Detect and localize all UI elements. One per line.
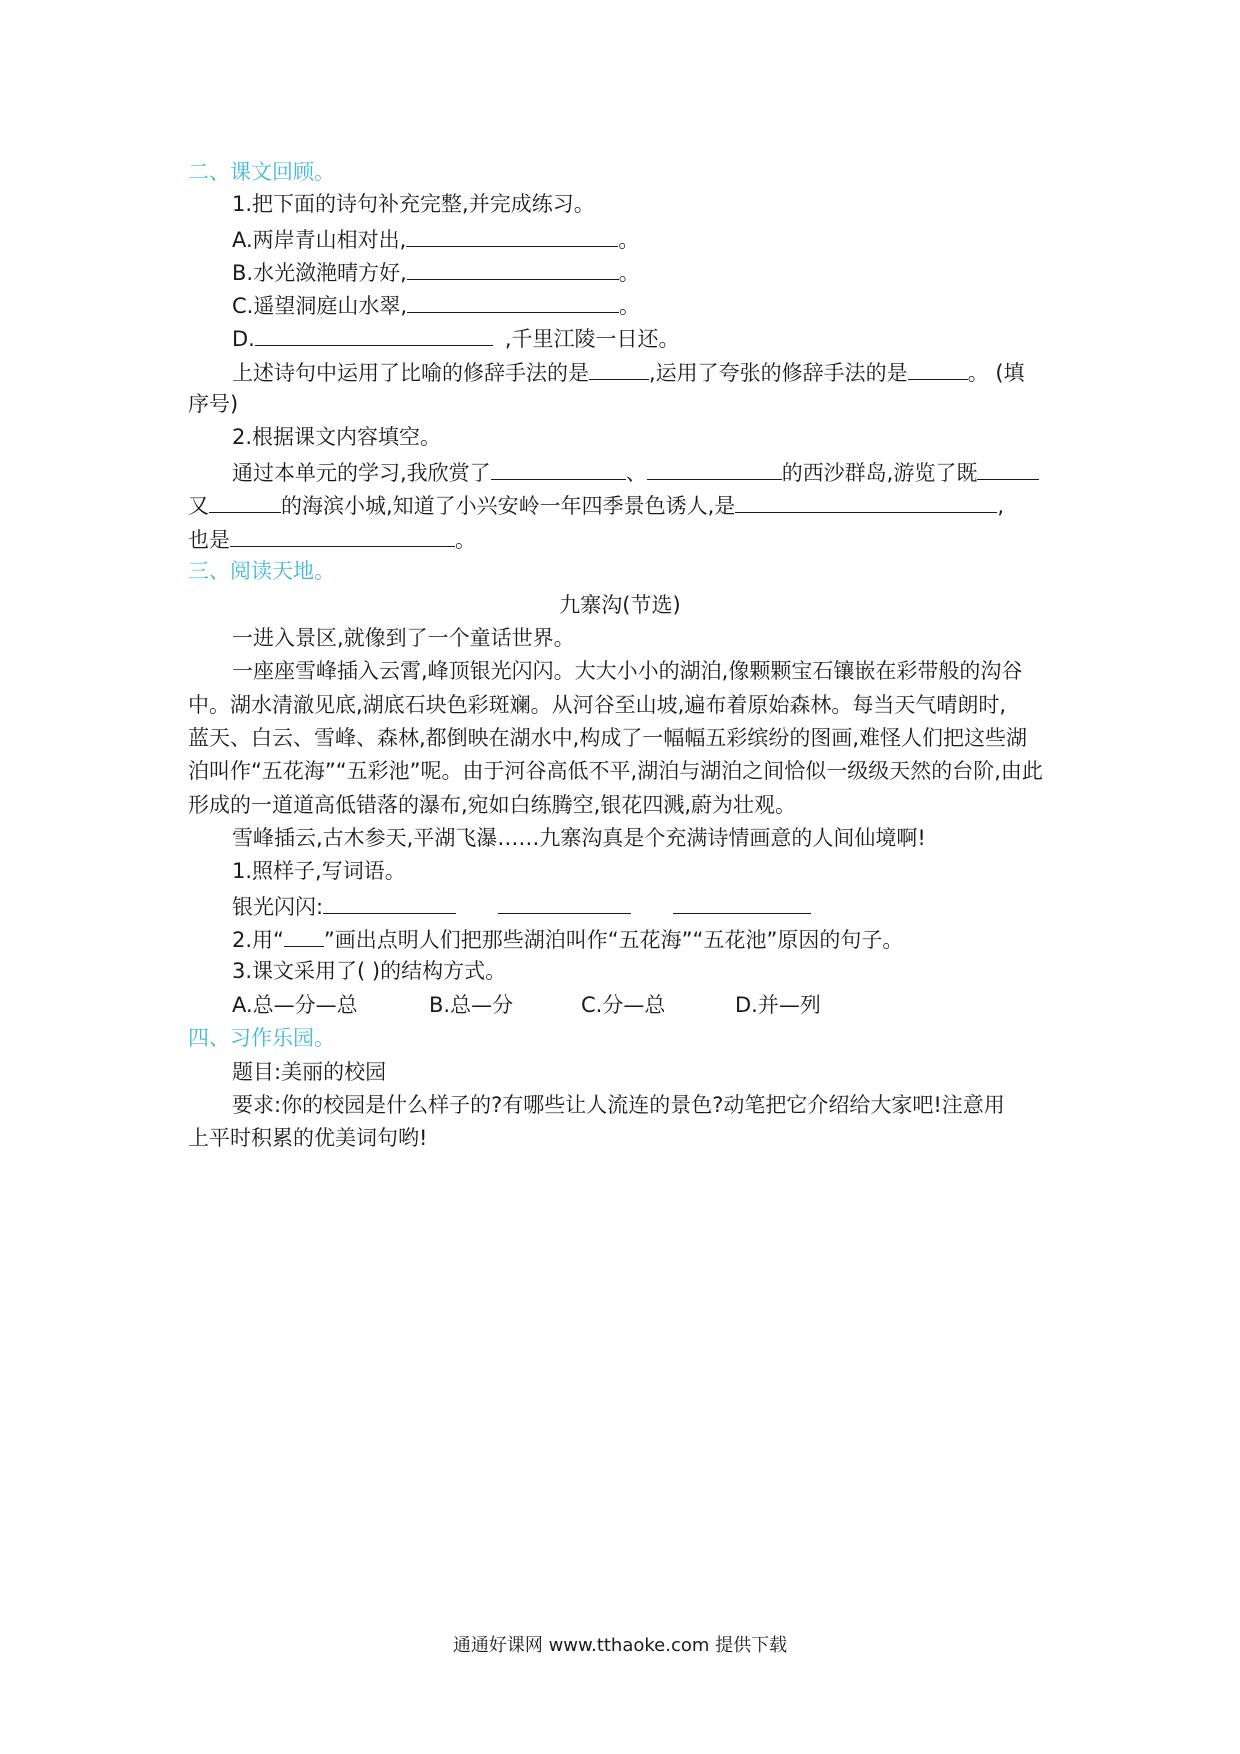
q2-text-a: 2.用“ [232, 928, 284, 952]
fill-1b: 、 [625, 461, 647, 485]
poem-d-blank[interactable] [255, 323, 493, 346]
fill-blank-1[interactable] [491, 457, 626, 480]
exaggeration-blank[interactable] [908, 357, 968, 380]
fill-blank-5[interactable] [735, 490, 997, 513]
reading-question-2 [232, 924, 903, 954]
q2-text-b: ”画出点明人们把那些湖泊叫作“五花海”“五花池”原因的句子。 [323, 928, 904, 952]
reading-paragraph-1: 一进入景区,就像到了一个童话世界。 [232, 626, 575, 650]
section-heading-review: 二、课文回顾。 [188, 160, 335, 184]
fill-line-2 [188, 490, 1004, 520]
poem-d-suffix: ,千里江陵一日还。 [504, 327, 680, 351]
fill-line-3 [188, 524, 476, 554]
word-blank-1[interactable] [323, 891, 456, 914]
underline-sample [284, 924, 324, 947]
reading-question-1: 1.照样子,写词语。 [232, 859, 406, 883]
fill-2b: 的海滨小城,知道了小兴安岭一年四季景色诱人,是 [281, 494, 736, 518]
word-example-line [232, 891, 811, 921]
reading-paragraph-2-line-3: 蓝天、白云、雪峰、森林,都倒映在湖水中,构成了一幅幅五彩缤纷的图画,难怪人们把这些湖 [188, 726, 1028, 750]
fill-2a: 又 [188, 494, 209, 518]
poem-a-blank[interactable] [406, 224, 618, 247]
fill-blank-4[interactable] [209, 490, 281, 513]
reading-paragraph-2-line-4: 泊叫作“五花海”“五彩池”呢。由于河谷高低不平,湖泊与湖泊之间恰似一级级天然的台阶,由此 [188, 759, 1043, 783]
poem-b-blank[interactable] [407, 257, 619, 280]
fill-3b: 。 [455, 528, 476, 552]
poem-c-text: C.遥望洞庭山水翠, [232, 294, 408, 318]
poem-c-blank[interactable] [407, 290, 619, 313]
rhetoric-question-cont: 序号) [188, 392, 239, 416]
fill-1a: 通过本单元的学习,我欣赏了 [232, 461, 491, 485]
reading-paragraph-2-line-2: 中。湖水清澈见底,湖底石块色彩斑斓。从河谷至山坡,遍布着原始森林。每当天气晴朗时, [188, 693, 1007, 717]
poem-line-a [232, 224, 639, 254]
poem-line-c [232, 290, 640, 320]
fill-1c: 的西沙群岛,游览了既 [781, 461, 978, 485]
download-footer: 通通好课网 www.tthaoke.com 提供下载 [452, 1635, 788, 1656]
fill-blank-3[interactable] [977, 457, 1039, 480]
fill-2c: , [997, 494, 1005, 518]
choice-b[interactable]: B.总—分 [429, 993, 514, 1017]
rhetoric-text-1: 上述诗句中运用了比喻的修辞手法的是 [232, 361, 589, 385]
poem-c-period: 。 [619, 294, 641, 318]
rhetoric-text-2: ,运用了夸张的修辞手法的是 [649, 361, 908, 385]
word-blank-3[interactable] [673, 891, 811, 914]
fill-blank-6[interactable] [230, 524, 455, 547]
fill-3a: 也是 [188, 528, 230, 552]
choice-d[interactable]: D.并—列 [735, 993, 821, 1017]
rhetoric-question [232, 357, 1025, 387]
writing-requirement-line-1: 要求:你的校园是什么样子的?有哪些让人流连的景色?动笔把它介绍给大家吧!注意用 [232, 1093, 1005, 1117]
poem-b-text: B.水光潋滟晴方好, [232, 261, 407, 285]
poem-d-prefix: D. [232, 327, 255, 351]
writing-topic: 题目:美丽的校园 [232, 1060, 387, 1084]
section-heading-writing: 四、习作乐园。 [188, 1026, 335, 1050]
structure-choices [232, 991, 821, 1019]
choice-c[interactable]: C.分—总 [581, 993, 666, 1017]
fill-blank-2[interactable] [647, 457, 782, 480]
question-1-prompt: 1.把下面的诗句补充完整,并完成练习。 [232, 192, 595, 216]
rhetoric-text-3: 。 (填 [967, 361, 1025, 385]
reading-question-3: 3.课文采用了( )的结构方式。 [232, 959, 507, 983]
poem-b-period: 。 [618, 261, 640, 285]
poem-line-b [232, 257, 640, 287]
fill-line-1 [232, 457, 1039, 487]
metaphor-blank[interactable] [589, 357, 649, 380]
question-2-prompt: 2.根据课文内容填空。 [232, 425, 442, 449]
word-example-label: 银光闪闪: [232, 895, 324, 919]
writing-requirement-line-2: 上平时积累的优美词句哟! [188, 1126, 428, 1150]
word-blank-2[interactable] [498, 891, 631, 914]
section-heading-reading: 三、阅读天地。 [188, 559, 335, 583]
choice-a[interactable]: A.总—分—总 [232, 993, 358, 1017]
reading-paragraph-2-line-1: 一座座雪峰插入云霄,峰顶银光闪闪。大大小小的湖泊,像颗颗宝石镶嵌在彩带般的沟谷 [232, 659, 1023, 683]
poem-a-period: 。 [618, 228, 640, 252]
reading-paragraph-3: 雪峰插云,古木参天,平湖飞瀑……九寨沟真是个充满诗情画意的人间仙境啊! [232, 826, 926, 850]
reading-title: 九寨沟(节选) [559, 593, 681, 617]
poem-a-text: A.两岸青山相对出, [232, 228, 407, 252]
reading-paragraph-2-line-5: 形成的一道道高低错落的瀑布,宛如白练腾空,银花四溅,蔚为壮观。 [188, 793, 797, 817]
poem-line-d [232, 323, 680, 353]
